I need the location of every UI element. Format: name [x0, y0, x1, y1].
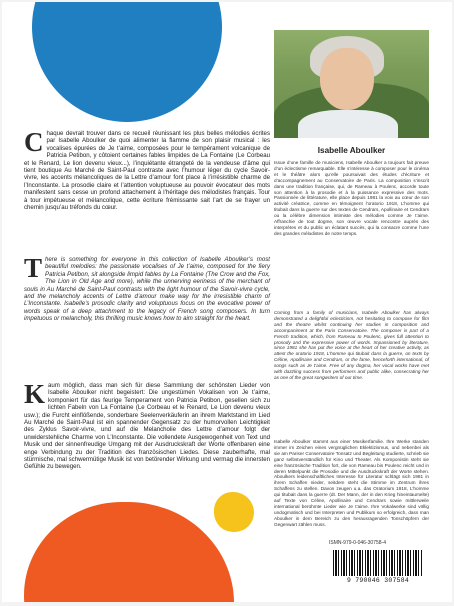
german-description — [24, 379, 270, 471]
biography-german — [274, 439, 429, 530]
photo-face — [320, 48, 374, 110]
english-text: here is something for everyone in this collection of Isabelle Aboulker’s most beautiful melodies: the passionate vocalises of Je t’aime, composed for the fiery Patricia Petibon, sit alongside limpid fables by La Fontaine (The Crow and the Fox, The Lion in Old Age and more), while the unnerving eeriness of the merchant of souls in Au Marché de Saint-Paul contrasts with the light humour of the Savoir-vivre cycle, and the melancholy accents of Lettre d’amour make way for the irresistible charm of L’Inconstante. Isabelle’s prosodic clarity and voluptuous focus on the evocative power of words speak of a deep attachment to the legacy of French song composers. In turn impetuous or melancholy, this thrilling music knows how to aim straight for the heart. — [24, 256, 270, 323]
english-description — [24, 253, 270, 323]
yellow-paint-dot — [214, 492, 254, 532]
french-description — [24, 127, 270, 212]
biography-english — [274, 310, 429, 383]
composer-name: Isabelle Aboulker — [317, 146, 386, 155]
blue-paint-splash — [32, 2, 222, 122]
orange-paint-splash — [24, 502, 234, 602]
bio-de-text: Isabelle Aboulker stammt aus einer Musikerfamilie. Ihre Werke standen immer im Zeichen eines vergnüglichen Eklektizismus, und nebenbei als sie am Pariser Conservatoire Tonsatz und Begleitung studierte, schrieb sie ganz selbstverständlich für Kino und Theater. Als Komponistin steht sie eine französische Tradition fort, die von Rameau bis Poulenc reicht und in deren Mittelpunkt die Prosodie und die Ausdruckskraft der Worte stehen. Aboulkers leidenschaftliches Interesse für Literatur schlägt sich 1981 in ihrem Schaffen nieder, seitdem steht die Stimme im Zentrum ihres Schaffens zu stellen. Davon zeugen u.a. das Oratorium 1918, L’homme qui titubait dans la guerre (dt. Der Mann, der in den Krieg hineintaumelte) auf Texte von Céline, Apollinaire und Cendrars sowie mittlerweile international berühmte Lieder wie Je t’aime. Ihre Vokalwerke sind völlig undogmatisch und bei Interpreten und Publikum so erfolgreich, dass man Aboulker in dem Bereich zu den herausragenden Tonschöpfern der Gegenwart zählen muss. — [274, 439, 429, 527]
barcode-digits: 9 790046 307584 — [346, 577, 410, 584]
bio-en-text: Coming from a family of musicians, Isabelle Aboulker has always demonstrated a delightful eclecticism, not hesitating to compose for film and the theatre whilst continuing her studies in composition and accompaniment at the Paris Conservatoire. The composer is part of a French tradition, which, from Rameau to Poulenc, gives full attention to prosody and the expressive power of words. Impassioned by literature, since 1981 she has put the voice at the heart of her creative activity, as attest the oratorio 1918, L’homme qui titubait dans la guerre, on texts by Céline, Apollinaire and Cendrars, or the fame, henceforth international, of songs such as Je t’aime. Free of any dogma, her vocal works have met with dazzling success from performers and public alike, consecrating her as one of the great songwriters of our time. — [274, 310, 429, 380]
ismn-number: ISMN-979-0-046-30758-4 — [329, 540, 386, 546]
composer-photo — [274, 30, 429, 138]
bio-fr-text: Issue d’une famille de musiciens, Isabelle Aboulker a toujours fait preuve d’un éclectisme remarquable. Elle s’intéresse à composer pour le cinéma et le théâtre alors qu’elle poursuivait des études d’écriture et d’accompagnement au Conservatoire de Paris. La composition s’inscrit dans une tradition française, qui, de Rameau à Poulenc, accorde toute son attention à la prosodie et à la puissance expressive des mots. Passionnée de littérature, elle place depuis 1981 la voix au cœur de son activité créatrice, comme en témoignent l’oratorio 1918, L’homme qui titubait dans la guerre sur des textes de Cendrars, Apollinaire et Cendrars ou la célèbre dimension intimiste des mélodies comme Je t’aime. Affranchie de tout dogme, son œuvre vocale rencontre auprès des interprètes et du public un éclatant succès, qui la consacre comme l’une des grandes mélodistes de notre temps. — [274, 160, 429, 236]
photo-shirt — [298, 110, 398, 138]
book-back-cover — [2, 2, 452, 602]
dropcap-t: T — [24, 253, 43, 283]
french-text: haque devrait trouver dans ce recueil réunissant les plus belles mélodies écrites par Isabelle Aboulker de quoi alimenter la flamme de son plaisir musical : les vocalises épurées de Je t’aime, composées pour le tempérament volcanique de Patricia Petibon, y côtoient certaines fables limpides de La Fontaine (Le Corbeau et le Renard, Le lion devenu vieux...), l’inquiétante étrangeté de la vendeuse d’âme qui tient boutique Au Marché de Saint-Paul contraste avec l’humour léger du cycle Savoir-vivre, les accents mélancoliques de la Lettre d’amour font place à l’irrésistible charme de l’Inconstante. La prosodie claire et l’attention voluptueuse au pouvoir évocateur des mots manifestent sans cesse un profond attachement à l’héritage des mélodistes français. Tour à tour impétueuse et mélancolique, cette écriture frémissante sait l’art de se frayer un chemin jusqu’au tréfonds du cœur. — [24, 130, 270, 212]
german-text: aum möglich, dass man sich für diese Sammlung der schönsten Lieder von Isabelle Aboulker nicht begeistert: Die ungestümen Vokalisen von Je t’aime, komponiert für das feurige Temperament von Patricia Petibon, gesellen sich zu lichten Fabeln von La Fontaine (Le Corbeau et le Renard, Le Lion devenu vieux usw.); die Furcht einflößende, sonderbare Seelenverkäuferin an ihrem Marktstand im Lied Au Marché de Saint-Paul ist ein spannender Gegensatz zu der humorvollen Leichtigkeit des Zyklus Savoir-vivre, und auf die Melancholie des Lettre d’amour folgt der unwiderstehliche Charme von L’Inconstante. Die vollendete Ausgewogenheit von Text und Musik und der sinnenfreudige Umgang mit der Ausdruckskraft der Worte offenbaren eine enge Verbindung zu der Tradition des französischen Liedes. Diese zauberhafte, mal stürmische, mal schwermütige Musik ist von betörender Wirkung und vermag die innersten Gefühle zu bewegen. — [24, 382, 270, 471]
barcode — [327, 548, 429, 586]
dropcap-k: K — [24, 379, 46, 409]
biography-french — [274, 160, 429, 239]
dropcap-c: C — [24, 127, 44, 157]
barcode-bars — [333, 550, 423, 576]
